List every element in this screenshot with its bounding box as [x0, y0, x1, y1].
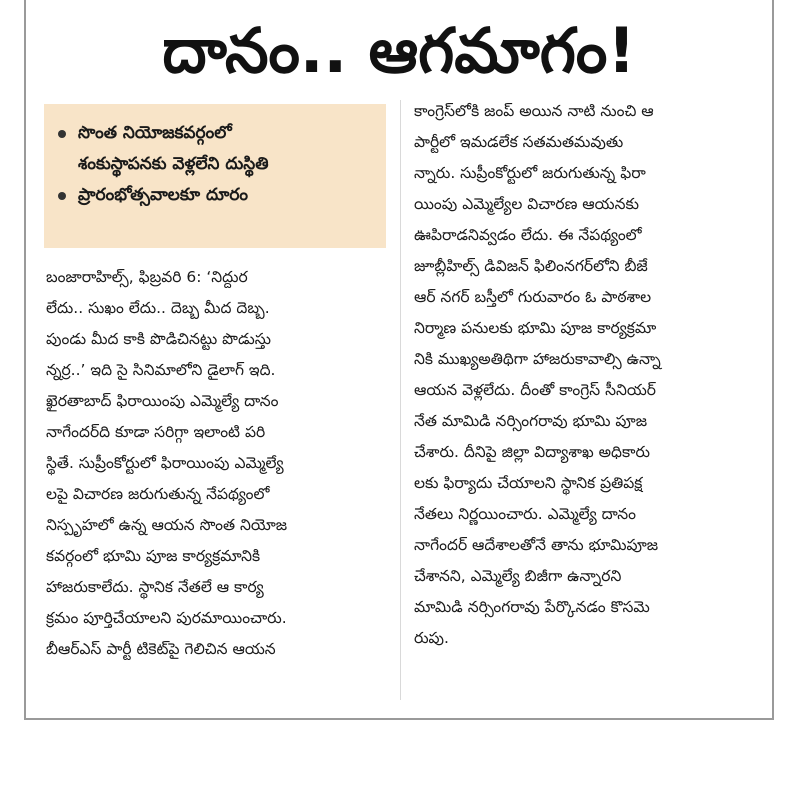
- column-divider: [400, 100, 401, 700]
- text-line: న్నారు. సుప్రీంకోర్టులో జరుగుతున్న ఫిరా: [414, 164, 646, 182]
- text-line: ఖైరతాబాద్ ఫిరాయింపు ఎమ్మెల్యే దానం: [46, 392, 279, 410]
- highlights-box: [44, 104, 386, 248]
- text-line: స్థితే. సుప్రీంకోర్టులో ఫిరాయింపు ఎమ్మెల్యే: [46, 454, 284, 472]
- text-line: చేశానని, ఎమ్మెల్యే బిజీగా ఉన్నారని: [414, 567, 622, 585]
- text-line: జూబ్లీహిల్స్ డివిజన్ ఫిలింనగర్‌లోని బీజే: [414, 257, 648, 275]
- highlight-item: [58, 180, 376, 211]
- text-line: ఆర్ నగర్ బస్తీలో గురువారం ఓ పాఠశాల: [414, 288, 652, 306]
- article-column-right: [414, 96, 758, 696]
- text-line: బీఆర్‌ఎస్ పార్టీ టికెట్‌పై గెలిచిన ఆయన: [46, 640, 276, 658]
- text-line: నేతలు నిర్ణయించారు. ఎమ్మెల్యే దానం: [414, 505, 637, 523]
- text-line: నాగేందర్ ఆదేశాలతోనే తాను భూమిపూజ: [414, 536, 659, 554]
- highlight-item-continued: [58, 149, 376, 180]
- text-line: బంజారాహిల్స్, ఫిబ్రవరి 6: ‘నిద్దుర: [46, 268, 248, 286]
- text-line: లపై విచారణ జరుగుతున్న నేపథ్యంలో: [46, 485, 270, 503]
- highlight-text: ప్రారంభోత్సవాలకూ దూరం: [78, 185, 249, 205]
- article-column-left: [46, 262, 386, 702]
- text-line: క్రమం పూర్తిచేయాలని పురమాయించారు.: [46, 609, 287, 627]
- text-line: నిస్పృహలో ఉన్న ఆయన సొంత నియోజ: [46, 516, 288, 534]
- text-line: చేశారు. దీనిపై జిల్లా విద్యాశాఖ అధికారు: [414, 443, 650, 461]
- text-line: పుండు మీద కాకి పొడిచినట్టు పొడుస్తు: [46, 330, 272, 348]
- bullet-icon: [58, 130, 66, 138]
- text-line: హాజరుకాలేదు. స్థానిక నేతలే ఆ కార్య: [46, 578, 264, 596]
- text-line: కవర్గంలో భూమి పూజ కార్యక్రమానికి: [46, 547, 261, 565]
- text-line: నికి ముఖ్యఅతిథిగా హాజరుకావాల్సి ఉన్నా: [414, 350, 661, 368]
- article-headline: దానం.. ఆగమాగం!: [162, 14, 636, 87]
- text-line: రుపు.: [414, 629, 449, 647]
- text-line: నిర్మాణ పనులకు భూమి పూజ కార్యక్రమా: [414, 319, 657, 337]
- highlight-text: సొంత నియోజకవర్గంలో: [78, 123, 232, 143]
- text-line: మామిడి నర్సింగరావు పేర్కొనడం కొసమె: [414, 598, 650, 616]
- text-line: లేదు.. సుఖం లేదు.. దెబ్బ మీద దెబ్బ.: [46, 299, 270, 317]
- text-line: కాంగ్రెస్‌లోకి జంప్ అయిన నాటి నుంచి ఆ: [414, 102, 654, 120]
- text-line: న్నర్ర..’ ఇది సై సినిమాలోని డైలాగ్ ఇది.: [46, 361, 276, 379]
- text-line: ఆయన వెళ్లలేదు. దీంతో కాంగ్రెస్ సీనియర్: [414, 381, 656, 399]
- text-line: ఊపిరాడనివ్వడం లేదు. ఈ నేపథ్యంలో: [414, 226, 642, 244]
- text-line: పార్టీలో ఇమడలేక సతమతమవుతు: [414, 133, 624, 151]
- text-line: యింపు ఎమ్మెల్యేల విచారణ ఆయనకు: [414, 195, 639, 213]
- text-line: నేత మామిడి నర్సింగరావు భూమి పూజ: [414, 412, 648, 430]
- highlight-text: శంకుస్థాపనకు వెళ్లలేని దుస్థితి: [78, 154, 269, 174]
- bullet-icon: [58, 192, 66, 200]
- highlight-item: [58, 118, 376, 149]
- text-line: లకు ఫిర్యాదు చేయాలని స్థానిక ప్రతిపక్ష: [414, 474, 643, 492]
- text-line: నాగేందర్‌ది కూడా సరిగ్గా ఇలాంటి పరి: [46, 423, 266, 441]
